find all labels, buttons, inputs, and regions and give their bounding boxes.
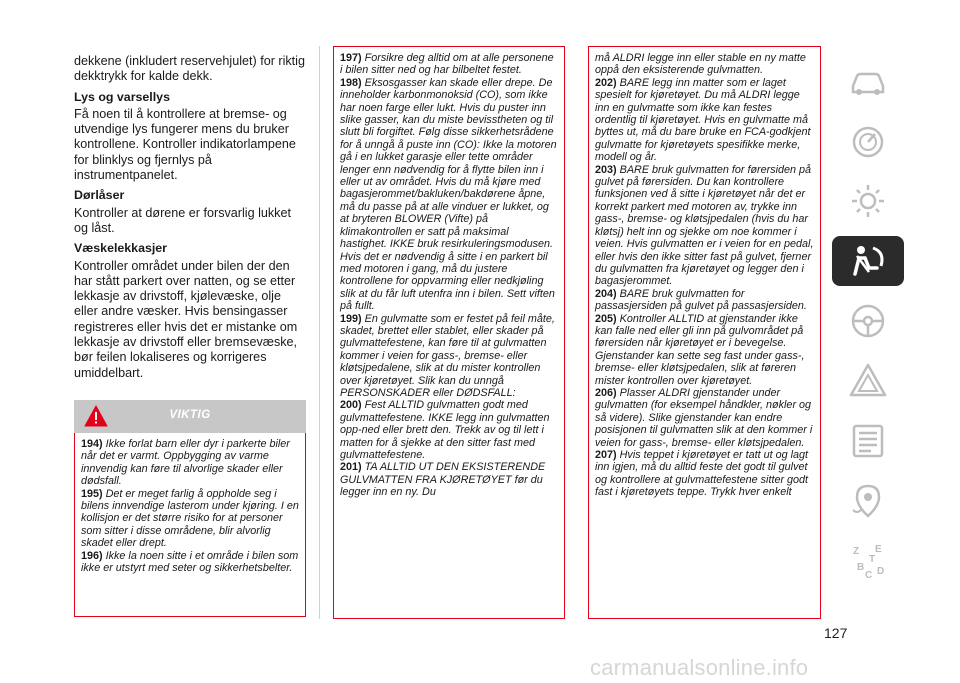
page-number: 127 [824, 625, 848, 641]
warning-item: 206) Plasser ALDRI gjenstander under gulvmatten (for eksempel håndkler, nøkler og så videre). Slike gjenstander kan endre posisjonen til gulvmatten slik at den kommer i veien for gass-, bremse- eller kløtsjpedalen. [595, 386, 813, 449]
warning-header [74, 400, 306, 433]
svg-text:Z: Z [853, 546, 860, 557]
warning-item: 201) TA ALLTID UT DEN EKSISTERENDE GULVMATTEN FRA KJØRETØYET før du legger inn en ny. Du [340, 461, 546, 499]
chapter-tab-multimedia[interactable] [832, 476, 904, 526]
warning-item: 194) Ikke forlat barn eller dyr i parkerte biler når det er varmt. Oppbygging av varme innvendig kan føre til alvorlige skader eller dødsfall. [81, 438, 290, 488]
warning-item: 203) BARE bruk gulvmatten for førersiden på gulvet på førersiden. Du kan kontrollere funksjonen ved å sitte i kjøretøyet når det er korrekt parkert med motoren av, trykke inn gass-, bremse- og kløtsjpedalen (hvis du har kløtsj) helt inn og sjekke om noe kommer i veien. Hvis gulvmatten er i veien for en pedal, eller hvis den ikke sitter fast på gulvet, fjerner du gulvmatten fra kjøretøyet og legger den i bagasjerommet. [595, 163, 814, 288]
lights-sun-icon [847, 180, 889, 222]
multimedia-icon [847, 480, 889, 522]
svg-text:C: C [865, 570, 873, 581]
maintenance-list-icon [847, 420, 889, 462]
dashboard-gauge-icon [847, 120, 889, 162]
chapter-tab-maintenance[interactable] [832, 416, 904, 466]
section-body-fluid-leaks: Kontroller området under bilen der den har stått parkert over natten, og se etter lekkasje av drivstoff, kjølevæske, olje eller andre væsker. Hvis bensingasser registreres eller hvis det er mistanke om lekkasje av drivstoff eller bremsevæske, bør feilen lokaliseres og korrigeres umiddelbart. [74, 258, 298, 380]
chapter-tab-dashboard[interactable] [832, 116, 904, 166]
chapter-tab-lights[interactable] [832, 176, 904, 226]
section-heading-lights: Lys og varsellys [74, 89, 170, 104]
section-body-door-locks: Kontroller at dørene er forsvarlig lukket og låst. [74, 205, 291, 235]
svg-text:E: E [875, 544, 882, 555]
svg-text:B: B [857, 562, 865, 573]
chapter-sidebar [832, 56, 910, 596]
steering-wheel-icon [847, 300, 889, 342]
warning-item: 207) Hvis teppet i kjøretøyet er tatt ut og lagt inn igjen, må du alltid feste det godt til gulvet og kontrollere at gulvmattefestene sitter godt fast i kjøretøyets teppe. Trykk hver enkelt [595, 449, 809, 499]
watermark: carmanualsonline.info [590, 655, 809, 680]
index-letters-icon [847, 540, 889, 582]
warning-title: VIKTIG [169, 409, 211, 421]
chapter-tab-emergency[interactable] [832, 356, 904, 406]
car-overview-icon [847, 60, 889, 102]
chapter-tab-index[interactable] [832, 536, 904, 586]
svg-text:D: D [877, 566, 885, 577]
section-heading-door-locks: Dørlåser [74, 188, 125, 203]
warning-item: 200) Fest ALLTID gulvmatten godt med gulvmattefestene. IKKE legg inn gulvmatten opp-ned eller brett den. Trekk av og til lett i matten for å sjekke at den sitter fast med gulvmattefestene. [340, 399, 550, 461]
intro-paragraph: dekkene (inkludert reservehjulet) for riktig dekktrykk for kalde dekk. [74, 54, 305, 84]
warning-column-2 [333, 46, 565, 619]
warning-triangle-icon [847, 360, 889, 402]
chapter-tab-safety[interactable] [832, 236, 904, 286]
warning-item: 204) BARE bruk gulvmatten for passasjersiden på gulvet på passasjersiden. [595, 287, 807, 313]
section-heading-fluid-leaks: Væskelekkasjer [74, 241, 168, 256]
svg-text:T: T [869, 554, 876, 565]
warning-item: 197) Forsikre deg alltid om at alle personene i bilen sitter ned og har bilbeltet festet. [340, 52, 554, 77]
warning-item: 195) Det er meget farlig å oppholde seg i bilens innvendige lasterom under kjøring. I en kollisjon er det større risiko for at personer som sitter i disse områdene, blir alvorlig skadet eller drept. [81, 487, 299, 550]
warning-column-3 [588, 46, 821, 619]
warning-box [74, 433, 306, 617]
safety-airbag-icon [847, 240, 889, 282]
chapter-tab-car[interactable] [832, 56, 904, 106]
section-body-lights: Få noen til å kontrollere at bremse- og utvendige lys fungerer mens du bruker kontrollene. Kontroller indikatorlampene for blinklys og fjernlys på instrumentpanelet. [74, 106, 296, 183]
column-divider [319, 46, 320, 619]
warning-item: 198) Eksosgasser kan skade eller drepe. De inneholder karbonmonoksid (CO), som ikke har noen farge eller lukt. Hvis du puster inn slike gasser, kan du miste bevisstheten og til slutt bli forgiftet. Følg disse sikkerhetsrådene for å unngå å puste inn (CO): Ikke la motoren gå i en lukket garasje eller tette områder lenger enn nødvendig for å flytte bilen inn i eller ut av området. Hvis du må kjøre med bagasjerommet/bakluken/bakdørene åpne, må du passe på at alle vinduer er lukket, og at bryteren BLOWER (Vifte) på klimakontrollen er satt på maksimal hastighet. IKKE bruk resirkuleringsmodusen. Hvis det er nødvendig å sitte i en parkert bil med motoren i gang, må du justere kontrollene for oppvarming eller nedkjøling slik at du får luft utenfra inn i bilen. Sett viften på fullt. [340, 76, 557, 313]
chapter-tab-driving[interactable] [832, 296, 904, 346]
warning-item: 202) BARE legg inn matter som er laget spesielt for kjøretøyet. Du må ALDRI legge inn en gulvmatte som ikke kan festes ordentlig til kjøretøyet. Hvis en gulvmatte må byttes ut, må du bare bruke en FCA-godkjent gulvmatte for kjøretøyets spesifikke merke, modell og år. [595, 76, 811, 164]
warning-item: 196) Ikke la noen sitte i et område i bilen som ikke er utstyrt med seter og sikkerhetsbelter. [81, 549, 299, 575]
warning-continuation: må ALDRI legge inn eller stable en ny matte oppå den eksisterende gulvmatten. [595, 52, 806, 77]
warning-item: 205) Kontroller ALLTID at gjenstander ikke kan falle ned eller gli inn på gulvområdet på førersiden når kjøretøyet er i bevegelse. Gjenstander kan sette seg fast under gass-, bremse- eller kløtsjpedalen, slik at føreren mister kontrollen over kjøretøyet. [595, 312, 805, 387]
main-text-column [74, 54, 306, 386]
warning-item: 199) En gulvmatte som er festet på feil måte, skadet, brettet eller stablet, eller skader på gulvmattefestene, kan føre til at gulvmatten kommer i veien for gass-, bremse- eller kløtsjpedalene, slik at du mister kontrollen over kjøretøyet. Slik kan du unngå PERSONSKADER eller DØDSFALL: [340, 312, 555, 399]
